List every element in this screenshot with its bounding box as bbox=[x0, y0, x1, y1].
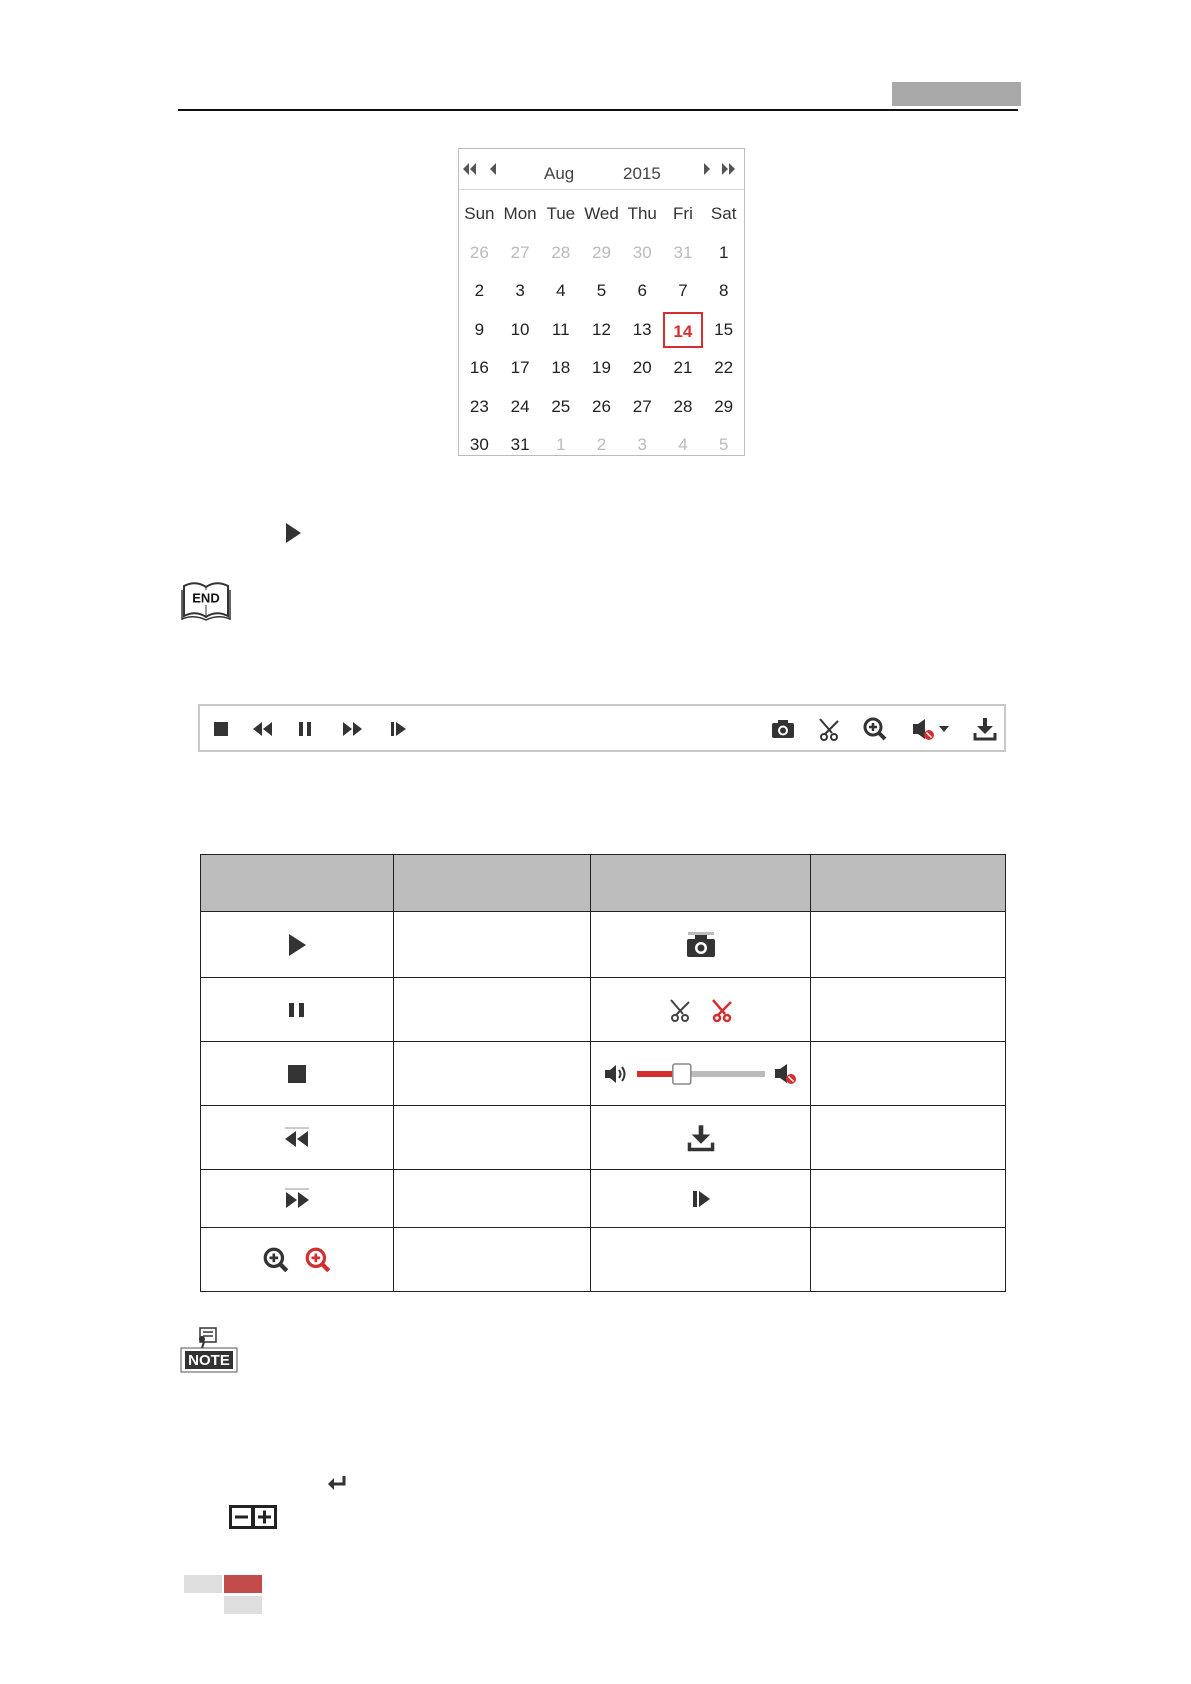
calendar-week-row bbox=[459, 426, 744, 465]
table-row bbox=[201, 1106, 1006, 1170]
calendar-day[interactable]: 31 bbox=[673, 242, 693, 262]
note-badge-text: NOTE bbox=[188, 1352, 230, 1369]
collapse-expand-icon bbox=[228, 1504, 278, 1530]
calendar-day[interactable]: 26 bbox=[592, 396, 611, 416]
calendar-day[interactable]: 11 bbox=[551, 319, 570, 339]
calendar-day[interactable]: 1 bbox=[718, 242, 729, 262]
calendar-day[interactable]: 17 bbox=[510, 358, 530, 378]
calendar-day[interactable]: 18 bbox=[551, 358, 571, 378]
calendar-day[interactable]: 30 bbox=[632, 242, 652, 262]
capture-button[interactable] bbox=[770, 716, 796, 742]
next-month-icon[interactable] bbox=[697, 161, 715, 177]
table-row bbox=[201, 1170, 1006, 1228]
clip-start-icon bbox=[667, 996, 693, 1024]
playback-icon-table bbox=[200, 854, 1006, 1292]
slow-down-button[interactable] bbox=[250, 716, 276, 742]
calendar-day[interactable]: 5 bbox=[718, 435, 729, 455]
calendar-day[interactable]: 30 bbox=[469, 435, 489, 455]
calendar-day[interactable]: 16 bbox=[469, 358, 489, 378]
calendar-divider bbox=[459, 189, 744, 190]
prev-year-icon[interactable] bbox=[461, 161, 479, 177]
weekday-label: Mon bbox=[503, 204, 537, 224]
calendar-day[interactable]: 20 bbox=[632, 358, 652, 378]
calendar-day[interactable]: 8 bbox=[718, 281, 729, 301]
weekday-label: Thu bbox=[627, 204, 657, 224]
calendar-day[interactable]: 3 bbox=[515, 281, 525, 301]
table-header-cell bbox=[394, 855, 591, 912]
digital-zoom-button[interactable] bbox=[862, 716, 888, 742]
pause-button[interactable] bbox=[292, 716, 318, 742]
calendar-day[interactable]: 2 bbox=[474, 281, 485, 301]
playback-toolbar bbox=[198, 704, 1006, 752]
capture-icon bbox=[685, 931, 717, 959]
calendar-day[interactable]: 21 bbox=[673, 358, 693, 378]
zoom-in-icon bbox=[262, 1246, 290, 1274]
clip-stop-icon bbox=[709, 996, 735, 1024]
volume-dropdown-icon[interactable] bbox=[938, 724, 950, 734]
weekday-label: Sat bbox=[710, 204, 737, 224]
audio-off-button[interactable] bbox=[910, 716, 936, 742]
calendar-day[interactable]: 31 bbox=[510, 435, 530, 455]
calendar-day[interactable]: 27 bbox=[510, 242, 530, 262]
calendar-day[interactable]: 23 bbox=[469, 396, 489, 416]
date-picker-calendar bbox=[458, 148, 745, 456]
clip-button[interactable] bbox=[816, 716, 842, 742]
weekday-label: Wed bbox=[584, 204, 619, 224]
audio-off-icon bbox=[773, 1062, 799, 1086]
enter-icon bbox=[326, 1474, 348, 1492]
gray-swatch bbox=[184, 1575, 222, 1593]
calendar-week-row bbox=[459, 349, 744, 388]
play-icon bbox=[284, 522, 302, 544]
download-icon bbox=[686, 1123, 716, 1153]
table-row bbox=[201, 1228, 1006, 1292]
calendar-day[interactable]: 4 bbox=[556, 281, 566, 301]
calendar-week-row bbox=[459, 388, 744, 427]
end-book-icon bbox=[180, 578, 232, 622]
table-header-cell bbox=[201, 855, 394, 912]
audio-on-icon bbox=[603, 1062, 629, 1086]
header-tab bbox=[892, 82, 1021, 106]
calendar-day[interactable]: 19 bbox=[592, 358, 611, 378]
calendar-year[interactable]: 2015 bbox=[623, 164, 661, 183]
weekday-label: Tue bbox=[546, 204, 576, 224]
calendar-week-row bbox=[459, 311, 744, 350]
calendar-day[interactable]: 15 bbox=[714, 319, 734, 339]
volume-slider[interactable] bbox=[635, 1062, 767, 1086]
table-row bbox=[201, 1042, 1006, 1106]
gray-swatch-2 bbox=[224, 1596, 262, 1614]
calendar-grid bbox=[459, 195, 744, 465]
calendar-day[interactable]: 1 bbox=[556, 435, 566, 455]
calendar-day[interactable]: 27 bbox=[632, 396, 652, 416]
stop-button[interactable] bbox=[208, 716, 234, 742]
calendar-day[interactable]: 13 bbox=[632, 319, 652, 339]
zoom-active-icon bbox=[304, 1246, 332, 1274]
calendar-week-row bbox=[459, 234, 744, 273]
calendar-day[interactable]: 29 bbox=[714, 396, 734, 416]
calendar-day[interactable]: 5 bbox=[596, 281, 607, 301]
single-frame-icon bbox=[689, 1187, 713, 1211]
speed-up-button[interactable] bbox=[339, 716, 365, 742]
prev-month-icon[interactable] bbox=[485, 161, 503, 177]
table-header-cell bbox=[591, 855, 811, 912]
calendar-day[interactable]: 7 bbox=[678, 281, 688, 301]
calendar-day[interactable]: 3 bbox=[637, 435, 647, 455]
speed-up-icon bbox=[282, 1186, 312, 1212]
single-frame-button[interactable] bbox=[385, 716, 411, 742]
calendar-month[interactable]: Aug bbox=[544, 164, 575, 183]
calendar-day[interactable]: 28 bbox=[551, 242, 571, 262]
calendar-day[interactable]: 12 bbox=[592, 319, 611, 339]
calendar-day[interactable]: 6 bbox=[637, 281, 647, 301]
calendar-day[interactable]: 26 bbox=[469, 242, 489, 262]
weekday-label: Fri bbox=[673, 204, 693, 224]
calendar-day[interactable]: 22 bbox=[714, 358, 734, 378]
table-header-cell bbox=[811, 855, 1006, 912]
volume-knob[interactable] bbox=[672, 1064, 690, 1084]
calendar-day-selected[interactable]: 14 bbox=[663, 312, 704, 348]
end-badge-text: END bbox=[192, 590, 220, 606]
header-rule bbox=[178, 109, 1018, 111]
calendar-day[interactable]: 2 bbox=[596, 435, 607, 455]
download-button[interactable] bbox=[972, 716, 998, 742]
calendar-day[interactable]: 10 bbox=[510, 319, 530, 339]
table-row bbox=[201, 978, 1006, 1042]
stop-icon bbox=[286, 1063, 308, 1085]
pause-icon bbox=[287, 1001, 307, 1019]
weekday-label: Sun bbox=[464, 204, 495, 224]
table-row bbox=[201, 912, 1006, 978]
calendar-week-row bbox=[459, 272, 744, 311]
calendar-day[interactable]: 4 bbox=[678, 435, 688, 455]
calendar-day[interactable]: 28 bbox=[673, 396, 693, 416]
calendar-day[interactable]: 24 bbox=[510, 396, 530, 416]
calendar-day[interactable]: 9 bbox=[474, 319, 485, 339]
slow-down-icon bbox=[282, 1125, 312, 1151]
play-icon bbox=[286, 932, 308, 958]
weekday-header-row bbox=[459, 195, 744, 234]
note-icon bbox=[180, 1326, 238, 1374]
next-year-icon[interactable] bbox=[719, 161, 737, 177]
red-swatch bbox=[224, 1575, 262, 1593]
calendar-day[interactable]: 25 bbox=[551, 396, 571, 416]
calendar-day[interactable]: 29 bbox=[592, 242, 611, 262]
